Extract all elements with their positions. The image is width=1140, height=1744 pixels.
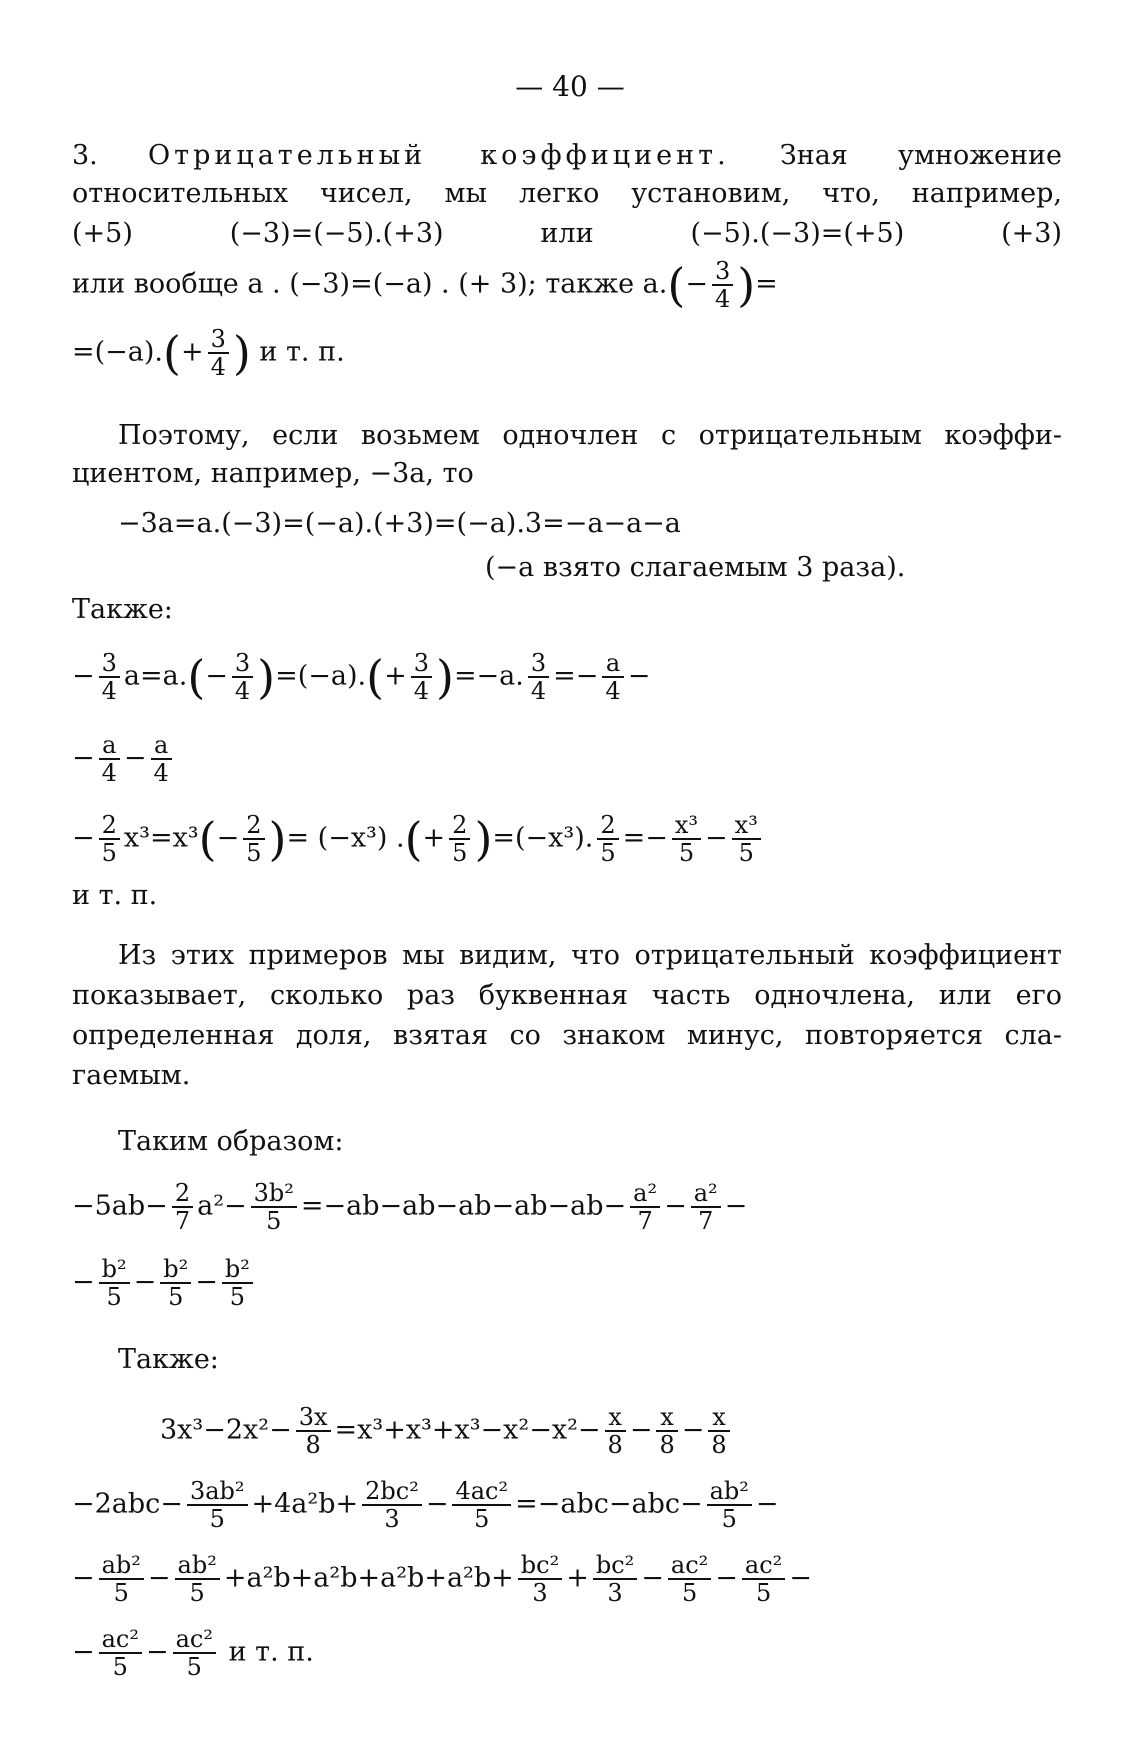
equation-1: − $\frac{3}{4}$ a=a.(− $\frac{3}{4}$ )=(−a).(+ $\frac{3}{4}$ )=−a. $\frac{3}{4}$ =− $\frac{a}{4}$ −	[72, 649, 651, 705]
paragraph-1-line-4: или вообще a . (−3)=(−a) . (+ 3); также a.(− $\frac{3}{4}$ )=	[72, 257, 778, 313]
paragraph-3-line-3: определенная доля, взятая со знаком минус, повторяется сла-	[72, 1020, 1062, 1051]
equation-4: 3x³−2x²− $\frac{3x}{8}$ =x³+x³+x³−x²−x²− $\frac{x}{8}$ − $\frac{x}{8}$ − $\frac{x}{8}$	[160, 1404, 1140, 1458]
equation-2-end: и т. п.	[72, 880, 158, 911]
paragraph-1-line-1	[72, 140, 1062, 172]
equation-3a: −3a=a.(−3)=(−a).(+3)=(−a).3=−a−a−a	[118, 508, 681, 539]
page-number: — 40 —	[515, 70, 625, 103]
heading-takim-obrazom: Таким образом:	[118, 1126, 344, 1157]
equation-5: −2abc− $\frac{\text{3ab²}}{5}$ +4a²b+ $\frac{\text{2bc²}}{3}$ − $\frac{\text{4ac²}}{5}$ =−abc−abc− $\frac{\text{ab²}}{5}$ −	[72, 1477, 779, 1533]
paragraph-3-line-4: гаемым.	[72, 1060, 191, 1091]
equation-3: −5ab− $\frac{2}{7}$ a²− $\frac{\text{3b²}}{5}$ =−ab−ab−ab−ab−ab− $\frac{\text{a²}}{7}$ − $\frac{\text{a²}}{7}$ −	[72, 1179, 748, 1235]
equation-6: − $\frac{\text{ab²}}{5}$ − $\frac{\text{ab²}}{5}$ +a²b+a²b+a²b+a²b+ $\frac{\text{bc²}}{3}$ + $\frac{\text{bc²}}{3}$ − $\frac{\text{ac²}}{5}$ − $\frac{\text{ac²}}{5}$ −	[72, 1551, 812, 1607]
fraction: $\frac{3}{4}$	[712, 258, 733, 312]
paragraph-3-line-1: Из этих примеров мы видим, что отрицательный коэффициент	[118, 940, 1062, 971]
paragraph-1-line-3: (+5) (−3)=(−5).(+3) или (−5).(−3)=(+5) (+3)	[72, 218, 1062, 249]
section-title: Отрицательный коэффициент.	[148, 140, 730, 171]
section-number: 3.	[72, 140, 98, 171]
equation-3-cont: − $\frac{\text{b²}}{5}$ − $\frac{\text{b²}}{5}$ − $\frac{\text{b²}}{5}$	[72, 1256, 1062, 1310]
text: или вообще a . (−3)=(−a) . (+ 3); также a.	[72, 268, 668, 300]
paragraph-2-line-1: Поэтому, если возьмем одночлен с отрицательным коэффи-	[118, 420, 1062, 451]
equation-2: − $\frac{2}{5}$ x³=x³(− $\frac{2}{5}$ )= (−x³) .(+ $\frac{2}{5}$ )=(−x³). $\frac{2}{5}$ =− $\frac{\text{x³}}{5}$ − $\frac{\text{x³}}{5}$	[72, 812, 1062, 866]
paragraph-3-line-2: показывает, сколько раз буквенная часть одночлена, или его	[72, 980, 1062, 1011]
equation-note: (−a взято слагаемым 3 раза).	[485, 552, 906, 583]
paragraph-2-line-2: циентом, например, −3a, то	[72, 458, 474, 489]
paragraph-1-line-2: относительных чисел, мы легко установим, что, например,	[72, 178, 1062, 209]
fraction: $\frac{3}{4}$	[208, 326, 229, 380]
text: Зная умножение	[779, 140, 1062, 171]
equation-7: − $\frac{\text{ac²}}{5}$ − $\frac{\text{ac²}}{5}$ и т. п.	[72, 1625, 314, 1681]
equation-1-cont: − $\frac{a}{4}$ − $\frac{a}{4}$	[72, 732, 1062, 786]
paragraph-1-line-5: =(−a).(+ $\frac{3}{4}$ ) и т. п.	[72, 325, 345, 381]
heading-takzhe-2: Также:	[118, 1344, 219, 1375]
heading-takzhe: Также:	[72, 594, 173, 625]
